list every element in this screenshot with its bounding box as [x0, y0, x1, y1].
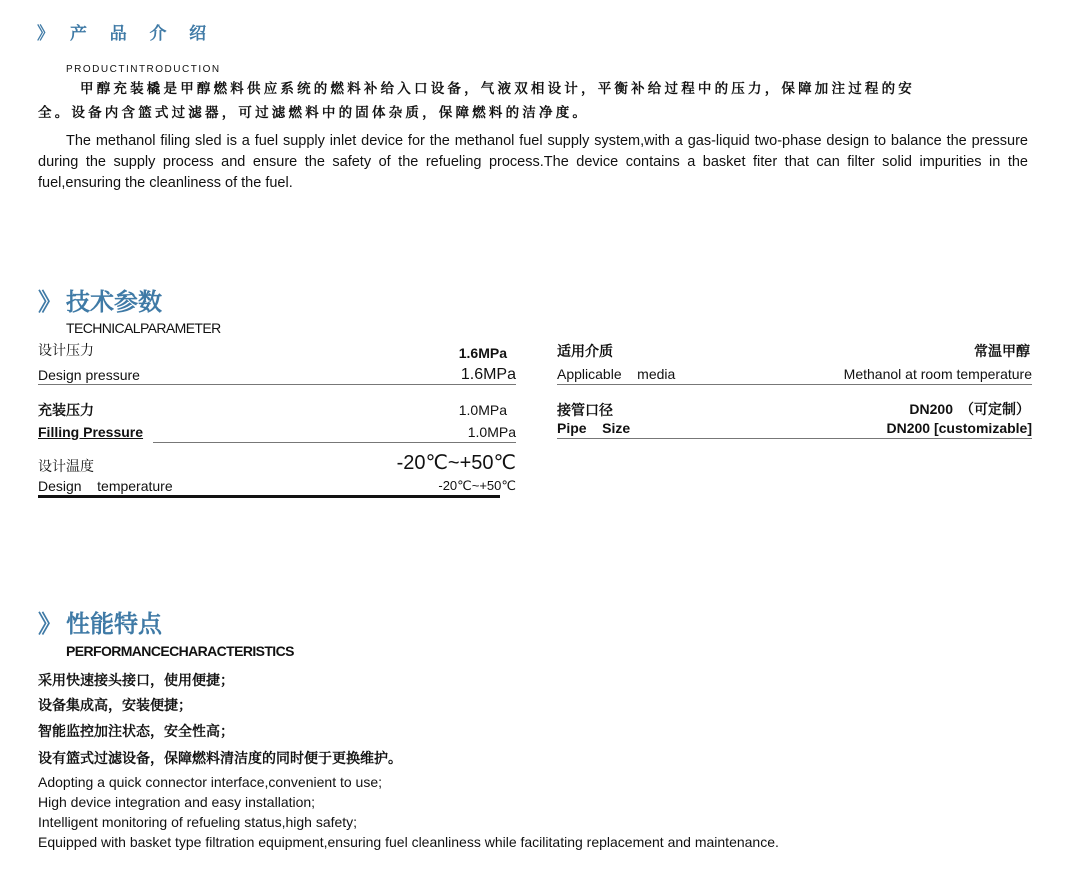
param-value-cn: DN200 （可定制） [909, 401, 1030, 417]
param-label-en: Applicable media [557, 366, 676, 382]
feature-en: Adopting a quick connector interface,convenient to use; [38, 774, 382, 790]
param-label-en: Filling Pressure [38, 424, 144, 440]
feature-cn: 设备集成高，安装便捷； [38, 697, 192, 713]
divider [557, 438, 1032, 439]
param-value-cn: 1.0MPa [458, 402, 507, 418]
section-arrow-icon: 》 [38, 611, 62, 638]
feature-cn: 智能监控加注状态，安全性高； [38, 723, 234, 739]
divider [153, 442, 516, 443]
param-value-cn: -20℃~+50℃ [396, 452, 516, 474]
param-label-cn: 充装压力 [38, 402, 94, 418]
divider [38, 384, 516, 385]
feature-cn: 采用快速接头接口，使用便捷； [38, 672, 234, 688]
param-value-cn: 1.6MPa [458, 345, 507, 361]
param-label-en: Design pressure [38, 367, 140, 383]
param-value-cn: 常温甲醇 [974, 343, 1030, 359]
feature-en: Equipped with basket type filtration equipment,ensuring fuel cleanliness while facilitating replacement and maintenance. [38, 834, 779, 850]
intro-en-text: The methanol filing sled is a fuel supply inlet device for the methanol fuel supply system,with a gas-liquid two-phase design to balance the pressure during the supply process and ensure the safety of the refueling process.The device contains a basket fiter that can filter solid impurities in the fuel,ensuring the cleanliness of the fuel. [38, 133, 1028, 191]
param-label-cn: 适用介质 [557, 343, 613, 359]
intro-cn-line2: 全。设备内含篮式过滤器，可过滤燃料中的固体杂质，保障燃料的洁净度。 [38, 105, 590, 120]
intro-subtitle: PRODUCTINTRODUCTION [66, 64, 221, 75]
param-label-en: Design temperature [38, 478, 173, 494]
tech-subtitle: TECHNICALPARAMETER [66, 320, 221, 336]
param-label-cn: 设计压力 [38, 342, 94, 358]
param-label-cn: 设计温度 [38, 458, 94, 474]
param-value-en: 1.6MPa [460, 366, 516, 383]
perf-subtitle: PERFORMANCECHARACTERISTICS [66, 643, 294, 659]
intro-title: 产 品 介 绍 [70, 24, 216, 43]
section-arrow-icon: 》 [37, 24, 63, 43]
feature-en: Intelligent monitoring of refueling status,high safety; [38, 814, 358, 830]
param-value-en: DN200 [customizable] [886, 420, 1032, 436]
divider [557, 384, 1032, 385]
section-arrow-icon: 》 [38, 289, 62, 316]
feature-cn: 设有篮式过滤设备，保障燃料清洁度的同时便于更换维护。 [38, 750, 402, 766]
divider [38, 495, 500, 498]
param-value-en: Methanol at room temperature [843, 366, 1032, 382]
param-value-en: -20℃~+50℃ [438, 478, 516, 493]
feature-en: High device integration and easy installation; [38, 794, 316, 810]
param-label-cn: 接管口径 [557, 402, 613, 418]
param-value-en: 1.0MPa [467, 424, 516, 440]
param-label-en: Pipe Size [557, 420, 631, 436]
intro-cn-line1: 甲醇充装橇是甲醇燃料供应系统的燃料补给入口设备，气液双相设计，平衡补给过程中的压力，保障加注过程的安 [80, 81, 915, 96]
tech-title: 技术参数 [66, 289, 162, 316]
perf-title: 性能特点 [66, 611, 162, 638]
